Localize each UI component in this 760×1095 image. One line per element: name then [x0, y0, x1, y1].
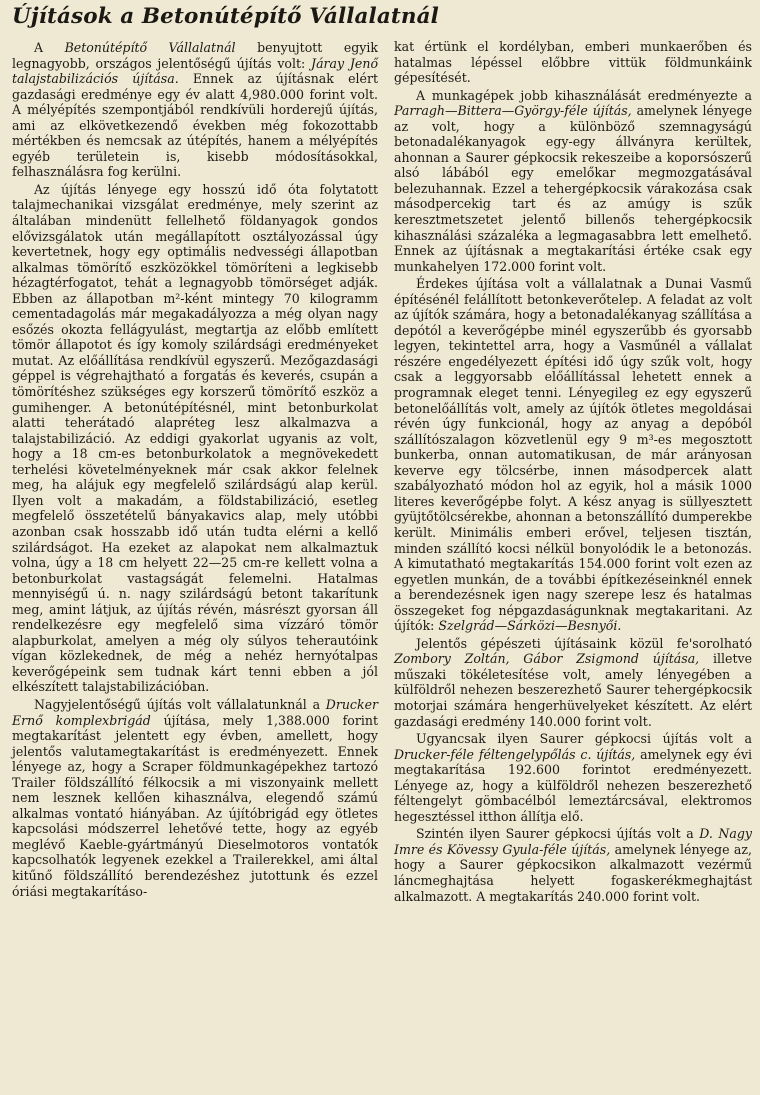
paragraph: Szintén ilyen Saurer gépkocsi újítás volt a D. Nagy Imre és Kövessy Gyula-féle újítás, amelynek lényege az, hogy a Saurer gépkocsikon alkalmazott vezérmű láncmeghajtása helyett fogaskerékmeghajtást alkalmazott. A megtakarítás 240.000 forint volt. — [394, 826, 753, 904]
right-column — [394, 39, 752, 906]
left-column — [12, 40, 378, 901]
paragraph: Érdekes újítása volt a vállalatnak a Dunai Vasmű építésénél felállított betonkeverőtelep. A feladat az volt az újítók számára, hogy a betonadalékanyag szállítása a depótól a keverőgépbe minél egyszerűbb és gyorsabb legyen, tekintettel arra, hogy a Vasműnél a vállalat részére engedélyezett építési idő úgy szűk volt, hogy csak a leggyorsabb előállítással lehetett ennek a programnak eleget tenni. Lényegileg ez egy egyszerű betonelőállítás volt, amely az újítók ötletes megoldásai révén úgy funkcionál, hogy az anyag a depóból szállítószalagon közvetlenül egy 9 m³-es megosztott bunkerba, onnan automatikusan, de már arányosan keverve egy tölcsérbe, innen másodpercek alatt szabályozható módon hol az egyik, hol a másik 1000 literes keverőgépbe folyt. A kész anyag is süllyesztett gyüjtőtölcsérekbe, ahonnan a betonszállító dumperekbe került. Minimális emberi erővel, teljesen tisztán, minden szállító kocsi nélkül bonyolódik le a betonozás. A kimutatható megtakarítás 154.000 forint volt ezen az egyetlen munkán, de a további építkezéseinknél ennek a berendezésnek igen nagy szerepe lesz és hatalmas összegeket fog népgazdaságunknak megtakaritani. Az újítók: Szelgrád—Sárközi—Besnyői. — [394, 276, 752, 634]
paragraph: A munkagépek jobb kihasználását eredményezte a Parragh—Bittera—György-féle újítás, amelynek lényege az volt, hogy a különböző szemnagyságú betonadalékanyagok egy-egy állványra kerültek, ahonnan a Saurer gépkocsik rekeszeibe a koporsószerű alsó lábából egy emelőkar megmozgatásával belezuhannak. Ezzel a tehergépkocsik várakozása csak másodpercekig tart és az amúgy is szűk keresztmetszetet jelentő billenős tehergépkocsik kihasználási százaléka a legmagasabbra lett emelhető. Ennek az újításnak a megtakarítási értéke csak egy munkahelyen 172.000 forint volt. — [394, 87, 752, 274]
paragraph: A Betonútépítő Vállalatnál benyujtott egyik legnagyobb, országos jelentőségű újítás volt: Járay Jenő talajstabilizációs újítása. Ennek az újításnak elért gazdasági eredménye egy év alatt 4,980.000 forint volt. A mélyépítés szempontjából rendkívüli horderejű újítás, ami az elkövetkezendő években még fokozottabb mértékben és nemcsak az útépítés, hanem a mélyépítés egyéb területein is, kisebb módosításokkal, felhasználásra fog kerülni. — [12, 40, 378, 180]
paragraph: kat értünk el kordélyban, emberi munkaerőben és hatalmas lépéssel előbbre vittük földmunkáink gépesítését. — [394, 39, 752, 86]
paragraph: Jelentős gépészeti újításaink közül fe'sorolható Zombory Zoltán, Gábor Zsigmond újítása, illetve műszaki tökéletesítése volt, amely lényegében a külföldről nehezen beszerezhető Saurer tehergépkocsik motorjai számára hengerhüvelyeket készített. Az elért gazdasági eredmény 140.000 forint volt. — [394, 635, 753, 729]
paragraph: Az újítás lényege egy hosszú idő óta folytatott talajmechanikai vizsgálat eredménye, mely szerint az általában mindenütt fellelhető földanyagok gondos elővizsgálatok után megállapított osztályozással úgy kevertetnek, hogy egy optimális nedvességi állapotban alkalmas tömörítő eszközökkel tömöríteni a legkisebb hézagtérfogatot, tehát a legnagyobb tömörséget adják. Ebben az állapotban m²-ként mintegy 70 kilogramm cementadagolás már megakadályozza a még olyan nagy esőzés okozta fellágyulást, megtartja az előbb említett tömör állapotot és így komoly szilárdsági eredményeket mutat. Az előállítása rendkívül egyszerű. Mezőgazdasági géppel is végrehajtható a forgatás és keverés, csupán a tömörítéshez szükséges egy korszerű tömörítő eszköz a gumihenger. A betonútépítésnél, mint betonburkolat alatti teherátadó alapréteg lesz alkalmazva a talajstabilizáció. Az eddigi gyakorlat ugyanis az volt, hogy a 18 cm-es betonburkolatok a megnövekedett terhelési követelményeknek már csak akkor felelnek meg, ha alájuk egy megfelelő szilárdságú alap kerül. Ilyen volt a makadám, a földstabilizáció, esetleg megfelelő összetételű bányakavics alap, mely utóbbi azonban csak hosszabb idő után tudta elérni a kellő szilárdságot. Ha ezeket az alapokat nem alkalmaztuk volna, úgy a 18 cm helyett 22—25 cm-re kellett volna a betonburkolat vastagságát felemelni. Hatalmas mennyiségű ú. n. nagy szilárdságú betont takarítunk meg, amint látjuk, az újítás révén, másrészt gyorsan áll rendelkezésre egy megfelelő sima vízzáró tömör alapburkolat, amelyen a még oly súlyos teherautóink vígan közlekednek, de még a nehéz hernyótalpas keverőgépeink sem tudnak kárt tenni ebben a jól elkészített talajstabilizációban. — [12, 181, 378, 695]
paragraph: Nagyjelentőségű újítás volt vállalatunknál a Drucker Ernő komplexbrigád újítása, mely 1,388.000 forint megtakarítást jelentett egy évben, amellett, hogy jelentős valutamegtakarítást is eredményezett. Ennek lényege az, hogy a Scraper földmunkagépekhez tartozó Trailer földszállító félkocsik a mi viszonyaink mellett nem lesznek kellően kihasználva, elegendő számú alkalmas vontató hiányában. Az újítóbrigád egy ötletes kapcsolási módszerrel lehetővé tette, hogy az egyéb meglévő Kaeble-gyártmányú Dieselmotoros vontatók kapcsolhatók legyenek ezekkel a Trailerekkel, ami által kitűnő földszállító berendezéshez jutottunk és ezzel óriási megtakarításo- — [12, 696, 378, 899]
paragraph: Ugyancsak ilyen Saurer gépkocsi újítás volt a Drucker-féle féltengelypőlás c. újítás, amelynek egy évi megtakarítása 192.600 forintot eredményezett. Lényege az, hogy a külföldről nehezen beszerezhető féltengelyt gömbacélból lemeztárcsával, elektromos hegesztéssel itthon állítja elő. — [394, 731, 752, 824]
article-title: Újítások a Betonútépítő Vállalatnál — [12, 4, 439, 29]
